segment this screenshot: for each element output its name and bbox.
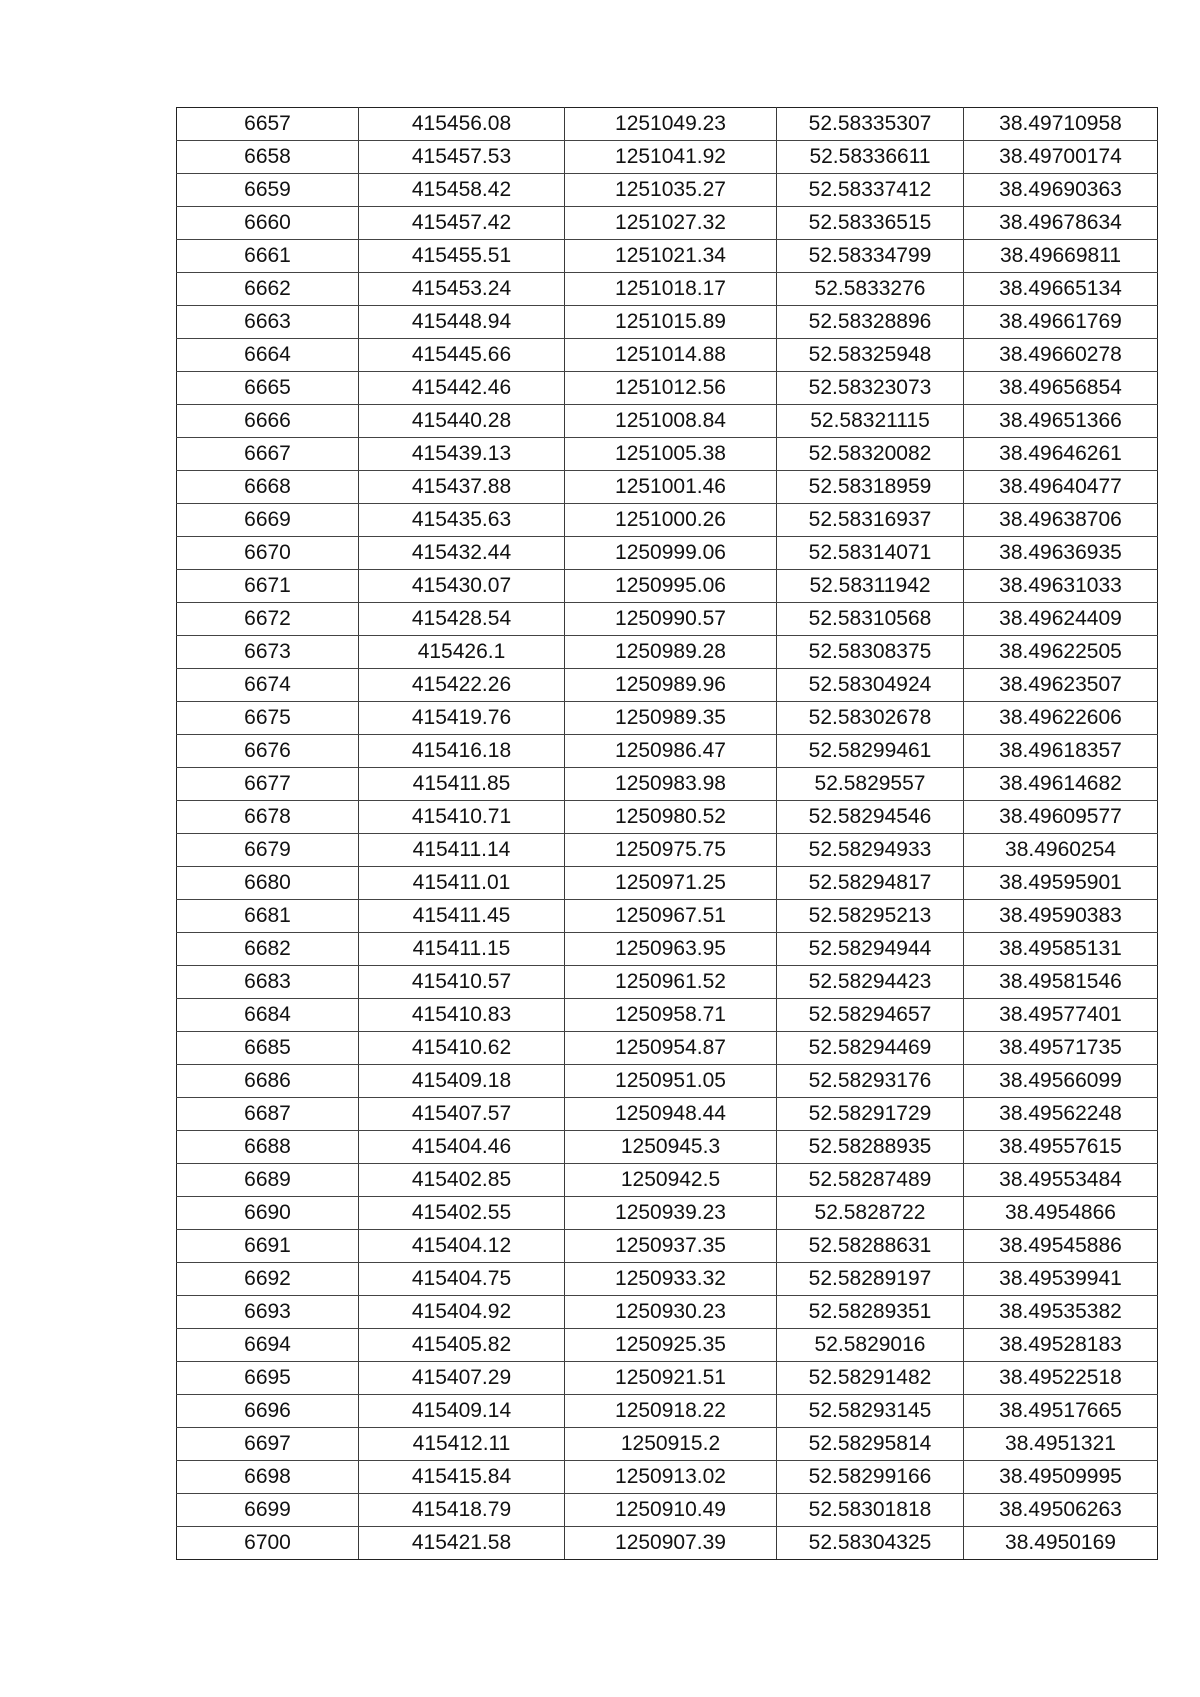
longitude-cell: 38.49690363 bbox=[964, 174, 1158, 207]
table-row bbox=[177, 636, 1158, 669]
latitude-cell: 52.58334799 bbox=[777, 240, 964, 273]
x-coordinate-cell: 415409.14 bbox=[359, 1395, 565, 1428]
point-number-cell: 6659 bbox=[177, 174, 359, 207]
point-number-cell: 6700 bbox=[177, 1527, 359, 1560]
point-number-cell: 6695 bbox=[177, 1362, 359, 1395]
table-row bbox=[177, 1494, 1158, 1527]
y-coordinate-cell: 1250989.96 bbox=[565, 669, 777, 702]
point-number-cell: 6662 bbox=[177, 273, 359, 306]
point-number-cell: 6684 bbox=[177, 999, 359, 1032]
y-coordinate-cell: 1250980.52 bbox=[565, 801, 777, 834]
y-coordinate-cell: 1251027.32 bbox=[565, 207, 777, 240]
x-coordinate-cell: 415421.58 bbox=[359, 1527, 565, 1560]
latitude-cell: 52.58325948 bbox=[777, 339, 964, 372]
x-coordinate-cell: 415448.94 bbox=[359, 306, 565, 339]
latitude-cell: 52.58299166 bbox=[777, 1461, 964, 1494]
longitude-cell: 38.49700174 bbox=[964, 141, 1158, 174]
x-coordinate-cell: 415430.07 bbox=[359, 570, 565, 603]
y-coordinate-cell: 1250989.28 bbox=[565, 636, 777, 669]
point-number-cell: 6660 bbox=[177, 207, 359, 240]
y-coordinate-cell: 1250918.22 bbox=[565, 1395, 777, 1428]
table-row bbox=[177, 372, 1158, 405]
table-row bbox=[177, 108, 1158, 141]
x-coordinate-cell: 415404.12 bbox=[359, 1230, 565, 1263]
latitude-cell: 52.58308375 bbox=[777, 636, 964, 669]
table-row bbox=[177, 1362, 1158, 1395]
point-number-cell: 6694 bbox=[177, 1329, 359, 1362]
x-coordinate-cell: 415402.85 bbox=[359, 1164, 565, 1197]
latitude-cell: 52.58293145 bbox=[777, 1395, 964, 1428]
longitude-cell: 38.49710958 bbox=[964, 108, 1158, 141]
table-row bbox=[177, 1131, 1158, 1164]
table-row bbox=[177, 1032, 1158, 1065]
longitude-cell: 38.49622505 bbox=[964, 636, 1158, 669]
x-coordinate-cell: 415456.08 bbox=[359, 108, 565, 141]
latitude-cell: 52.58302678 bbox=[777, 702, 964, 735]
latitude-cell: 52.58316937 bbox=[777, 504, 964, 537]
latitude-cell: 52.58294944 bbox=[777, 933, 964, 966]
x-coordinate-cell: 415445.66 bbox=[359, 339, 565, 372]
table-row bbox=[177, 339, 1158, 372]
x-coordinate-cell: 415439.13 bbox=[359, 438, 565, 471]
table-row bbox=[177, 1527, 1158, 1560]
longitude-cell: 38.49624409 bbox=[964, 603, 1158, 636]
x-coordinate-cell: 415410.62 bbox=[359, 1032, 565, 1065]
point-number-cell: 6657 bbox=[177, 108, 359, 141]
longitude-cell: 38.49660278 bbox=[964, 339, 1158, 372]
x-coordinate-cell: 415458.42 bbox=[359, 174, 565, 207]
table-row bbox=[177, 273, 1158, 306]
y-coordinate-cell: 1250990.57 bbox=[565, 603, 777, 636]
x-coordinate-cell: 415410.83 bbox=[359, 999, 565, 1032]
latitude-cell: 52.58288935 bbox=[777, 1131, 964, 1164]
x-coordinate-cell: 415410.57 bbox=[359, 966, 565, 999]
point-number-cell: 6672 bbox=[177, 603, 359, 636]
longitude-cell: 38.49665134 bbox=[964, 273, 1158, 306]
table-row bbox=[177, 1164, 1158, 1197]
latitude-cell: 52.58335307 bbox=[777, 108, 964, 141]
x-coordinate-cell: 415422.26 bbox=[359, 669, 565, 702]
table-row bbox=[177, 174, 1158, 207]
table-row bbox=[177, 141, 1158, 174]
y-coordinate-cell: 1251001.46 bbox=[565, 471, 777, 504]
longitude-cell: 38.49636935 bbox=[964, 537, 1158, 570]
point-number-cell: 6680 bbox=[177, 867, 359, 900]
x-coordinate-cell: 415415.84 bbox=[359, 1461, 565, 1494]
latitude-cell: 52.58287489 bbox=[777, 1164, 964, 1197]
longitude-cell: 38.49651366 bbox=[964, 405, 1158, 438]
table-row bbox=[177, 1395, 1158, 1428]
table-row bbox=[177, 768, 1158, 801]
y-coordinate-cell: 1250971.25 bbox=[565, 867, 777, 900]
table-row bbox=[177, 1197, 1158, 1230]
longitude-cell: 38.49528183 bbox=[964, 1329, 1158, 1362]
x-coordinate-cell: 415407.29 bbox=[359, 1362, 565, 1395]
longitude-cell: 38.49595901 bbox=[964, 867, 1158, 900]
x-coordinate-cell: 415405.82 bbox=[359, 1329, 565, 1362]
y-coordinate-cell: 1250945.3 bbox=[565, 1131, 777, 1164]
y-coordinate-cell: 1250948.44 bbox=[565, 1098, 777, 1131]
point-number-cell: 6671 bbox=[177, 570, 359, 603]
point-number-cell: 6674 bbox=[177, 669, 359, 702]
point-number-cell: 6681 bbox=[177, 900, 359, 933]
x-coordinate-cell: 415412.11 bbox=[359, 1428, 565, 1461]
latitude-cell: 52.58301818 bbox=[777, 1494, 964, 1527]
x-coordinate-cell: 415402.55 bbox=[359, 1197, 565, 1230]
x-coordinate-cell: 415437.88 bbox=[359, 471, 565, 504]
y-coordinate-cell: 1251005.38 bbox=[565, 438, 777, 471]
point-number-cell: 6683 bbox=[177, 966, 359, 999]
table-row bbox=[177, 537, 1158, 570]
table-row bbox=[177, 207, 1158, 240]
point-number-cell: 6670 bbox=[177, 537, 359, 570]
y-coordinate-cell: 1250983.98 bbox=[565, 768, 777, 801]
x-coordinate-cell: 415426.1 bbox=[359, 636, 565, 669]
table-row bbox=[177, 933, 1158, 966]
table-row bbox=[177, 735, 1158, 768]
table-row bbox=[177, 438, 1158, 471]
table-row bbox=[177, 1461, 1158, 1494]
x-coordinate-cell: 415409.18 bbox=[359, 1065, 565, 1098]
longitude-cell: 38.49609577 bbox=[964, 801, 1158, 834]
point-number-cell: 6679 bbox=[177, 834, 359, 867]
longitude-cell: 38.49545886 bbox=[964, 1230, 1158, 1263]
point-number-cell: 6661 bbox=[177, 240, 359, 273]
table-row bbox=[177, 966, 1158, 999]
y-coordinate-cell: 1250930.23 bbox=[565, 1296, 777, 1329]
longitude-cell: 38.49562248 bbox=[964, 1098, 1158, 1131]
point-number-cell: 6690 bbox=[177, 1197, 359, 1230]
y-coordinate-cell: 1250989.35 bbox=[565, 702, 777, 735]
latitude-cell: 52.58310568 bbox=[777, 603, 964, 636]
point-number-cell: 6667 bbox=[177, 438, 359, 471]
latitude-cell: 52.58311942 bbox=[777, 570, 964, 603]
table-row bbox=[177, 1428, 1158, 1461]
longitude-cell: 38.49577401 bbox=[964, 999, 1158, 1032]
table-row bbox=[177, 801, 1158, 834]
longitude-cell: 38.49618357 bbox=[964, 735, 1158, 768]
x-coordinate-cell: 415442.46 bbox=[359, 372, 565, 405]
longitude-cell: 38.49623507 bbox=[964, 669, 1158, 702]
latitude-cell: 52.58294933 bbox=[777, 834, 964, 867]
longitude-cell: 38.49535382 bbox=[964, 1296, 1158, 1329]
table-row bbox=[177, 570, 1158, 603]
longitude-cell: 38.49581546 bbox=[964, 966, 1158, 999]
x-coordinate-cell: 415432.44 bbox=[359, 537, 565, 570]
y-coordinate-cell: 1251049.23 bbox=[565, 108, 777, 141]
point-number-cell: 6699 bbox=[177, 1494, 359, 1527]
longitude-cell: 38.49669811 bbox=[964, 240, 1158, 273]
y-coordinate-cell: 1250910.49 bbox=[565, 1494, 777, 1527]
x-coordinate-cell: 415407.57 bbox=[359, 1098, 565, 1131]
longitude-cell: 38.49661769 bbox=[964, 306, 1158, 339]
latitude-cell: 52.58294423 bbox=[777, 966, 964, 999]
point-number-cell: 6668 bbox=[177, 471, 359, 504]
point-number-cell: 6673 bbox=[177, 636, 359, 669]
table-row bbox=[177, 1230, 1158, 1263]
x-coordinate-cell: 415440.28 bbox=[359, 405, 565, 438]
latitude-cell: 52.58323073 bbox=[777, 372, 964, 405]
latitude-cell: 52.58289197 bbox=[777, 1263, 964, 1296]
x-coordinate-cell: 415435.63 bbox=[359, 504, 565, 537]
y-coordinate-cell: 1250907.39 bbox=[565, 1527, 777, 1560]
y-coordinate-cell: 1251008.84 bbox=[565, 405, 777, 438]
y-coordinate-cell: 1251041.92 bbox=[565, 141, 777, 174]
y-coordinate-cell: 1250921.51 bbox=[565, 1362, 777, 1395]
y-coordinate-cell: 1250975.75 bbox=[565, 834, 777, 867]
latitude-cell: 52.58318959 bbox=[777, 471, 964, 504]
longitude-cell: 38.49590383 bbox=[964, 900, 1158, 933]
x-coordinate-cell: 415411.01 bbox=[359, 867, 565, 900]
latitude-cell: 52.58294469 bbox=[777, 1032, 964, 1065]
longitude-cell: 38.4950169 bbox=[964, 1527, 1158, 1560]
latitude-cell: 52.58336611 bbox=[777, 141, 964, 174]
y-coordinate-cell: 1250986.47 bbox=[565, 735, 777, 768]
table-row bbox=[177, 1065, 1158, 1098]
table-row bbox=[177, 1329, 1158, 1362]
table-row bbox=[177, 471, 1158, 504]
point-number-cell: 6693 bbox=[177, 1296, 359, 1329]
point-number-cell: 6658 bbox=[177, 141, 359, 174]
point-number-cell: 6686 bbox=[177, 1065, 359, 1098]
y-coordinate-cell: 1250958.71 bbox=[565, 999, 777, 1032]
x-coordinate-cell: 415411.45 bbox=[359, 900, 565, 933]
x-coordinate-cell: 415411.15 bbox=[359, 933, 565, 966]
longitude-cell: 38.49571735 bbox=[964, 1032, 1158, 1065]
y-coordinate-cell: 1251014.88 bbox=[565, 339, 777, 372]
y-coordinate-cell: 1250915.2 bbox=[565, 1428, 777, 1461]
latitude-cell: 52.58291729 bbox=[777, 1098, 964, 1131]
table-row bbox=[177, 834, 1158, 867]
y-coordinate-cell: 1250951.05 bbox=[565, 1065, 777, 1098]
table-row bbox=[177, 1263, 1158, 1296]
longitude-cell: 38.49517665 bbox=[964, 1395, 1158, 1428]
x-coordinate-cell: 415457.53 bbox=[359, 141, 565, 174]
y-coordinate-cell: 1251000.26 bbox=[565, 504, 777, 537]
longitude-cell: 38.49506263 bbox=[964, 1494, 1158, 1527]
x-coordinate-cell: 415457.42 bbox=[359, 207, 565, 240]
point-number-cell: 6682 bbox=[177, 933, 359, 966]
y-coordinate-cell: 1250963.95 bbox=[565, 933, 777, 966]
x-coordinate-cell: 415416.18 bbox=[359, 735, 565, 768]
y-coordinate-cell: 1250967.51 bbox=[565, 900, 777, 933]
point-number-cell: 6691 bbox=[177, 1230, 359, 1263]
y-coordinate-cell: 1250939.23 bbox=[565, 1197, 777, 1230]
latitude-cell: 52.58294817 bbox=[777, 867, 964, 900]
table-row bbox=[177, 504, 1158, 537]
x-coordinate-cell: 415410.71 bbox=[359, 801, 565, 834]
y-coordinate-cell: 1250995.06 bbox=[565, 570, 777, 603]
table-row bbox=[177, 669, 1158, 702]
x-coordinate-cell: 415404.46 bbox=[359, 1131, 565, 1164]
latitude-cell: 52.58321115 bbox=[777, 405, 964, 438]
longitude-cell: 38.49557615 bbox=[964, 1131, 1158, 1164]
point-number-cell: 6669 bbox=[177, 504, 359, 537]
point-number-cell: 6698 bbox=[177, 1461, 359, 1494]
x-coordinate-cell: 415419.76 bbox=[359, 702, 565, 735]
latitude-cell: 52.58304325 bbox=[777, 1527, 964, 1560]
x-coordinate-cell: 415428.54 bbox=[359, 603, 565, 636]
latitude-cell: 52.58336515 bbox=[777, 207, 964, 240]
point-number-cell: 6665 bbox=[177, 372, 359, 405]
table-row bbox=[177, 1296, 1158, 1329]
y-coordinate-cell: 1250933.32 bbox=[565, 1263, 777, 1296]
point-number-cell: 6696 bbox=[177, 1395, 359, 1428]
table-row bbox=[177, 240, 1158, 273]
latitude-cell: 52.58299461 bbox=[777, 735, 964, 768]
latitude-cell: 52.58291482 bbox=[777, 1362, 964, 1395]
latitude-cell: 52.58289351 bbox=[777, 1296, 964, 1329]
longitude-cell: 38.49678634 bbox=[964, 207, 1158, 240]
point-number-cell: 6676 bbox=[177, 735, 359, 768]
latitude-cell: 52.58314071 bbox=[777, 537, 964, 570]
table-row bbox=[177, 405, 1158, 438]
latitude-cell: 52.5828722 bbox=[777, 1197, 964, 1230]
x-coordinate-cell: 415404.75 bbox=[359, 1263, 565, 1296]
longitude-cell: 38.49640477 bbox=[964, 471, 1158, 504]
table-row bbox=[177, 1098, 1158, 1131]
y-coordinate-cell: 1250954.87 bbox=[565, 1032, 777, 1065]
latitude-cell: 52.58328896 bbox=[777, 306, 964, 339]
y-coordinate-cell: 1250925.35 bbox=[565, 1329, 777, 1362]
x-coordinate-cell: 415411.85 bbox=[359, 768, 565, 801]
y-coordinate-cell: 1250937.35 bbox=[565, 1230, 777, 1263]
longitude-cell: 38.49646261 bbox=[964, 438, 1158, 471]
longitude-cell: 38.49566099 bbox=[964, 1065, 1158, 1098]
latitude-cell: 52.58294657 bbox=[777, 999, 964, 1032]
point-number-cell: 6678 bbox=[177, 801, 359, 834]
coordinates-table-body bbox=[177, 108, 1158, 1560]
point-number-cell: 6675 bbox=[177, 702, 359, 735]
longitude-cell: 38.49622606 bbox=[964, 702, 1158, 735]
longitude-cell: 38.4951321 bbox=[964, 1428, 1158, 1461]
y-coordinate-cell: 1251018.17 bbox=[565, 273, 777, 306]
y-coordinate-cell: 1250913.02 bbox=[565, 1461, 777, 1494]
table-row bbox=[177, 999, 1158, 1032]
x-coordinate-cell: 415404.92 bbox=[359, 1296, 565, 1329]
x-coordinate-cell: 415453.24 bbox=[359, 273, 565, 306]
x-coordinate-cell: 415418.79 bbox=[359, 1494, 565, 1527]
longitude-cell: 38.49509995 bbox=[964, 1461, 1158, 1494]
point-number-cell: 6697 bbox=[177, 1428, 359, 1461]
table-row bbox=[177, 603, 1158, 636]
latitude-cell: 52.58295814 bbox=[777, 1428, 964, 1461]
table-row bbox=[177, 900, 1158, 933]
longitude-cell: 38.49656854 bbox=[964, 372, 1158, 405]
point-number-cell: 6664 bbox=[177, 339, 359, 372]
latitude-cell: 52.5833276 bbox=[777, 273, 964, 306]
point-number-cell: 6688 bbox=[177, 1131, 359, 1164]
x-coordinate-cell: 415455.51 bbox=[359, 240, 565, 273]
y-coordinate-cell: 1251035.27 bbox=[565, 174, 777, 207]
y-coordinate-cell: 1251015.89 bbox=[565, 306, 777, 339]
longitude-cell: 38.49614682 bbox=[964, 768, 1158, 801]
latitude-cell: 52.58295213 bbox=[777, 900, 964, 933]
y-coordinate-cell: 1251012.56 bbox=[565, 372, 777, 405]
y-coordinate-cell: 1250942.5 bbox=[565, 1164, 777, 1197]
coordinates-table bbox=[176, 107, 1158, 1560]
longitude-cell: 38.4960254 bbox=[964, 834, 1158, 867]
point-number-cell: 6677 bbox=[177, 768, 359, 801]
latitude-cell: 52.5829557 bbox=[777, 768, 964, 801]
longitude-cell: 38.49522518 bbox=[964, 1362, 1158, 1395]
longitude-cell: 38.49585131 bbox=[964, 933, 1158, 966]
longitude-cell: 38.4954866 bbox=[964, 1197, 1158, 1230]
point-number-cell: 6685 bbox=[177, 1032, 359, 1065]
point-number-cell: 6687 bbox=[177, 1098, 359, 1131]
latitude-cell: 52.5829016 bbox=[777, 1329, 964, 1362]
point-number-cell: 6663 bbox=[177, 306, 359, 339]
longitude-cell: 38.49638706 bbox=[964, 504, 1158, 537]
point-number-cell: 6689 bbox=[177, 1164, 359, 1197]
y-coordinate-cell: 1251021.34 bbox=[565, 240, 777, 273]
table-row bbox=[177, 702, 1158, 735]
table-row bbox=[177, 867, 1158, 900]
longitude-cell: 38.49539941 bbox=[964, 1263, 1158, 1296]
y-coordinate-cell: 1250999.06 bbox=[565, 537, 777, 570]
point-number-cell: 6692 bbox=[177, 1263, 359, 1296]
table-row bbox=[177, 306, 1158, 339]
longitude-cell: 38.49553484 bbox=[964, 1164, 1158, 1197]
y-coordinate-cell: 1250961.52 bbox=[565, 966, 777, 999]
x-coordinate-cell: 415411.14 bbox=[359, 834, 565, 867]
point-number-cell: 6666 bbox=[177, 405, 359, 438]
latitude-cell: 52.58294546 bbox=[777, 801, 964, 834]
latitude-cell: 52.58288631 bbox=[777, 1230, 964, 1263]
latitude-cell: 52.58304924 bbox=[777, 669, 964, 702]
latitude-cell: 52.58337412 bbox=[777, 174, 964, 207]
latitude-cell: 52.58320082 bbox=[777, 438, 964, 471]
longitude-cell: 38.49631033 bbox=[964, 570, 1158, 603]
latitude-cell: 52.58293176 bbox=[777, 1065, 964, 1098]
